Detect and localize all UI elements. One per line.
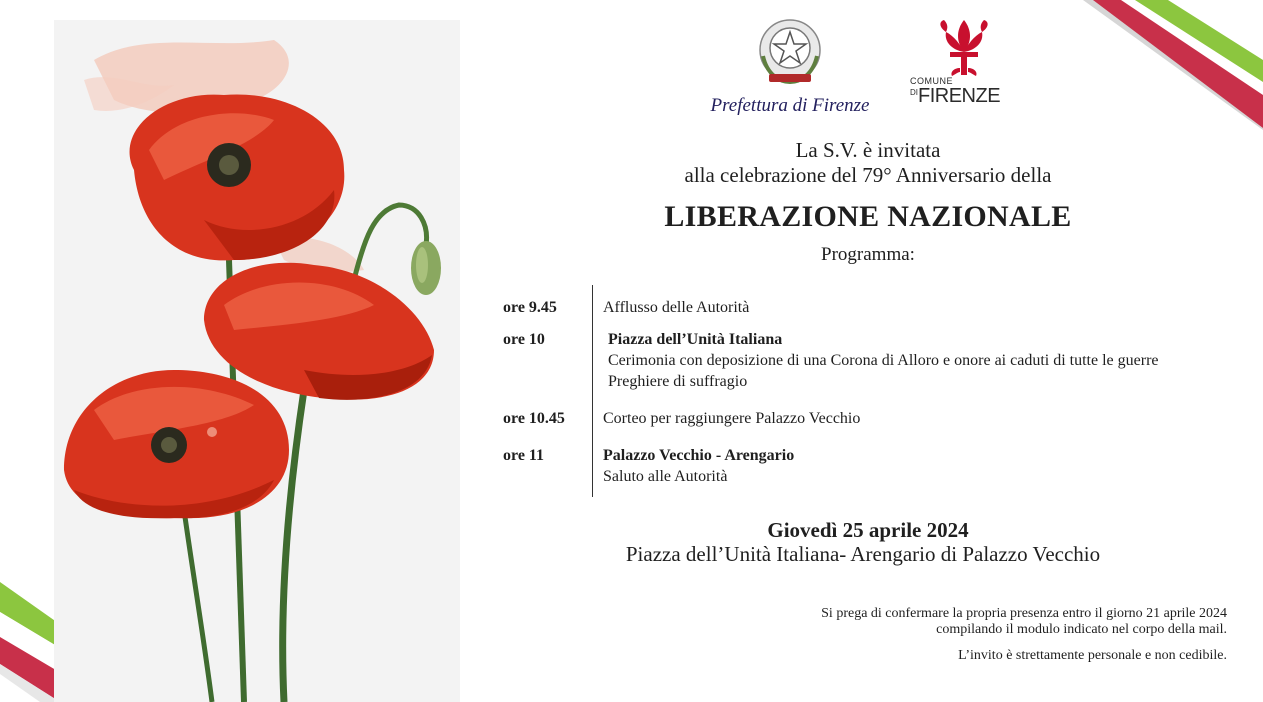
personal-note: L’invito è strettamente personale e non cedibile. — [958, 648, 1227, 663]
schedule-time: ore 9.45 — [503, 299, 557, 316]
schedule-time: ore 10 — [503, 331, 545, 348]
schedule-line-heading: Piazza dell’Unità Italiana — [608, 331, 783, 348]
schedule-line: Preghiere di suffragio — [608, 373, 748, 390]
tricolor-ribbon-top — [1073, 0, 1263, 140]
comune-di-label: DI — [910, 88, 918, 97]
schedule-line: Corteo per raggiungere Palazzo Vecchio — [603, 410, 861, 427]
poppy-flowers-icon — [54, 20, 460, 702]
rsvp-note-line-2: compilando il modulo indicato nel corpo della mail. — [936, 622, 1227, 637]
comune-label: COMUNE — [910, 76, 953, 86]
rsvp-note-line-1: Si prega di confermare la propria presenza entro il giorno 21 aprile 2024 — [821, 606, 1227, 621]
event-place: Piazza dell’Unità Italiana- Arengario di Palazzo Vecchio — [625, 542, 1101, 566]
prefettura-name: Prefettura di Firenze — [710, 95, 870, 116]
comune-city-label: FIRENZE — [918, 85, 1001, 107]
schedule-line: Afflusso delle Autorità — [603, 299, 750, 316]
italian-emblem-icon — [755, 16, 825, 88]
poppy-illustration — [54, 20, 460, 702]
schedule-line-heading: Palazzo Vecchio - Arengario — [603, 447, 795, 464]
program-label: Programma: — [821, 244, 915, 265]
schedule-time: ore 11 — [503, 447, 545, 464]
florence-lily-icon — [934, 16, 994, 80]
schedule-time: ore 10.45 — [503, 410, 565, 427]
prefettura-logo — [690, 16, 890, 117]
event-title: LIBERAZIONE NAZIONALE — [664, 200, 1072, 233]
invitation-line-2: alla celebrazione del 79° Anniversario della — [684, 163, 1052, 187]
schedule-line: Saluto alle Autorità — [603, 468, 728, 485]
invitation-line-1: La S.V. è invitata — [795, 138, 941, 162]
event-date: Giovedì 25 aprile 2024 — [767, 518, 969, 542]
schedule-line: Cerimonia con deposizione di una Corona di Alloro e onore ai caduti di tutte le guerre — [608, 352, 1159, 369]
